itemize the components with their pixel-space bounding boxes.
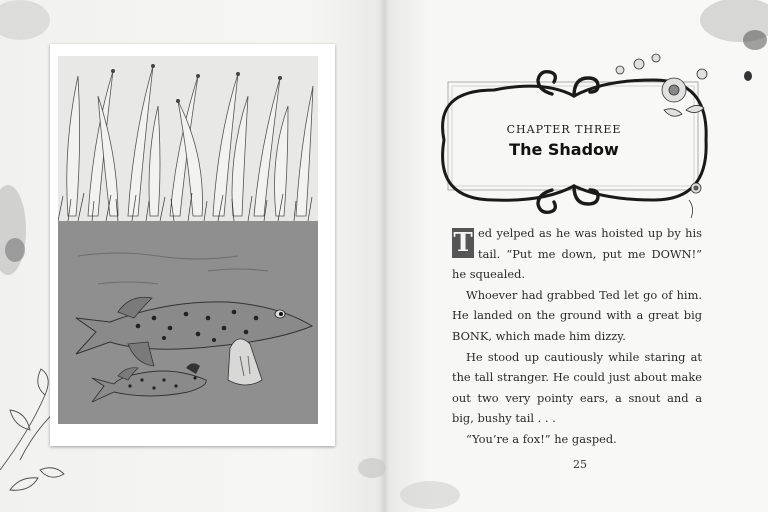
flower-decoration bbox=[616, 54, 707, 218]
dropcap-letter: T bbox=[453, 228, 473, 258]
chapter-body-text bbox=[452, 223, 702, 450]
paragraph-1 bbox=[452, 223, 702, 285]
chapter-number: CHAPTER THREE bbox=[506, 123, 622, 136]
page-number: 25 bbox=[573, 458, 587, 471]
chapter-title: The Shadow bbox=[509, 140, 619, 159]
paragraph-1-text: ed yelped as he was hoisted up by his tail. “Put me down, put me DOWN!” he squealed. bbox=[452, 226, 702, 282]
paragraph-3: He stood up cautiously while staring at the tall stranger. He could just about make out two very pointy ears, a snout and a big, bushy tail . . . bbox=[452, 349, 702, 426]
paragraph-2: Whoever had grabbed Ted let go of him. He landed on the ground with a great big BONK, which made him dizzy. bbox=[452, 287, 702, 343]
pike-fish-illustration bbox=[58, 56, 318, 424]
paragraph-4: “You’re a fox!” he gasped. bbox=[466, 431, 617, 446]
illustration-frame bbox=[50, 44, 335, 446]
